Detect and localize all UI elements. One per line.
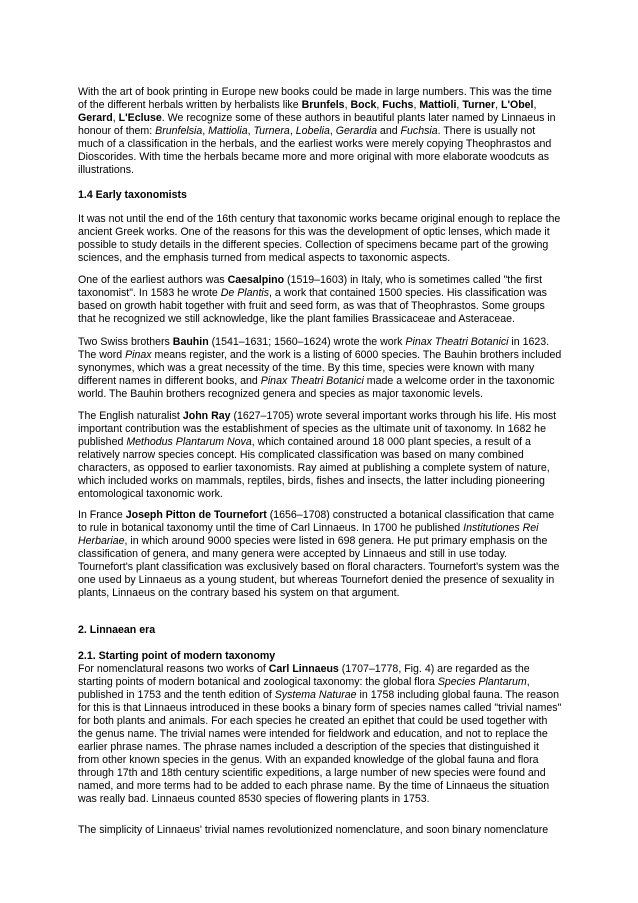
bold-term: Fuchs (382, 99, 414, 112)
italic-term: Brunfelsia (155, 125, 203, 138)
paragraph-carl-linnaeus: For nomenclatural reasons two works of Carl Linnaeus (1707–1778, Fig. 4) are regarded as the starting points of modern botanical and zoological taxonomy: the global flora Species Plantarum, published in 1753 and the tenth edition of Systema Naturae in 1758 including global fauna. The reason for this is that Linnaeus introduced in these books a binary form of species names called "trivial names" for both plants and animals. For each species he created an epithet that could be used together with the genus name. The trivial names were intended for fieldwork and education, and not to replace the earlier phrase names. The phrase names included a description of the species that distinguished it from other known species in the genus. With an expanded knowledge of the global fauna and flora through 17th and 18th century scientific expeditions, a large number of new species were found and named, and more terms had to be added to each phrase name. By the time of Linnaeus the situation was really bad. Linnaeus counted 8530 species of flowering plants in 1753. (78, 663, 562, 806)
bold-term: Bock (350, 99, 377, 112)
paragraph-john-ray: The English naturalist John Ray (1627–1705) wrote several important works through his life. His most important contribution was the establishment of species as the ultimate unit of taxonomy. In 1682 he published Methodus Plantarum Nova, which contained around 18 000 plant species, a result of a relatively narrow species concept. His complicated classification was based on many combined characters, as opposed to earlier taxonomists. Ray aimed at publishing a complete system of nature, which included works on mammals, reptiles, birds, fishes and insects, the latter including pioneering entomological taxonomic work. (78, 410, 557, 501)
paragraph-bauhin: Two Swiss brothers Bauhin (1541–1631; 1560–1624) wrote the work Pinax Theatri Botanici in 1623. The word Pinax means register, and the work is a listing of 6000 species. The Bauhin brothers included synonymes, which was a great necessity of the time. By this time, species were known with many different names in different books, and Pinax Theatri Botanici made a welcome order in the taxonomic world. The Bauhin brothers recognized genera and species as major taxonomic levels. (78, 336, 562, 401)
italic-term: Pinax Theatri Botanici (260, 375, 364, 388)
italic-term: Institutiones Rei Herbariae (78, 522, 539, 548)
subsection-heading-modern-taxonomy: 2.1. Starting point of modern taxonomy (78, 650, 276, 662)
italic-term: Pinax Theatri Botanici (405, 336, 509, 348)
italic-term: Pinax (125, 349, 152, 362)
italic-term: Fuchsia (400, 125, 438, 138)
bold-term: Bauhin (172, 336, 209, 348)
paragraph-herbals: With the art of book printing in Europe new books could be made in large numbers. This was the time of the different herbals written by herbalists like Brunfels, Bock, Fuchs, Mattioli, Turner, L'Obel, Gerard, L'Ecluse. We recognize some of these authors in beautiful plants later named by Linnaeus in honour of them: Brunfelsia, Mattiolia, Turnera, Lobelia, Gerardia and Fuchsia. There is usually not much of a classification in the herbals, and the earliest works were merely copying Theophrastos and Dioscorides. With time the herbals became more and more original with more elaborate woodcuts as illustrations. (78, 86, 556, 177)
italic-term: Systema Naturae (274, 689, 357, 702)
paragraph-tournefort: In France Joseph Pitton de Tournefort (1656–1708) constructed a botanical classification that came to rule in botanical taxonomy until the time of Carl Linnaeus. In 1700 he published Institutiones Rei Herbariae, in which around 9000 species were listed in 698 genera. He put primary emphasis on the classification of genera, and many genera were accepted by Linnaeus and still in use today. Tournefort's plant classification was exclusively based on floral characters. Tournefort's system was the one used by Linnaeus as a young student, but whereas Tournefort denied the presence of sexuality in plants, Linnaeus on the contrary based his system on that argument. (78, 509, 560, 600)
bold-term: John Ray (182, 410, 231, 422)
bold-term: L'Ecluse (118, 112, 162, 125)
bold-term: Mattioli (419, 99, 457, 112)
italic-term: Methodus Plantarum Nova (126, 436, 252, 449)
bold-term: Gerard (78, 112, 113, 125)
section-heading-linnaean-era: 2. Linnaean era (78, 624, 156, 636)
italic-term: Mattiolia (208, 125, 248, 138)
italic-term: Species Plantarum (437, 676, 527, 689)
bold-term: Carl Linnaeus (268, 663, 339, 675)
paragraph-trivial-names: The simplicity of Linnaeus' trivial names revolutionized nomenclature, and soon binary nomenclature (78, 824, 549, 836)
bold-term: Turner (462, 99, 496, 112)
bold-term: Caesalpino (227, 274, 285, 286)
section-heading-early-taxonomists: 1.4 Early taxonomists (78, 189, 187, 201)
italic-term: Turnera (253, 125, 290, 138)
italic-term: De Plantis (220, 287, 270, 300)
bold-term: Brunfels (301, 99, 345, 112)
italic-term: Gerardia (335, 125, 377, 138)
bold-term: Joseph Pitton de Tournefort (125, 509, 267, 521)
italic-term: Lobelia (295, 125, 330, 138)
paragraph-caesalpino: One of the earliest authors was Caesalpino (1519–1603) in Italy, who is sometimes called "the first taxonomist". In 1583 he wrote De Plantis, a work that contained 1500 species. His classification was based on growth habit together with fruit and seed form, as was that of Theophrastos. Some groups that he recognized we still acknowledge, like the plant families Brassicaceae and Asteraceae. (78, 274, 547, 326)
paragraph-optic-lenses: It was not until the end of the 16th century that taxonomic works became original enough to replace the ancient Greek works. One of the reasons for this was the development of optic lenses, which made it possible to study details in the different species. Collection of specimens became part of the growing sciences, and the emphasis turned from medical aspects to taxonomic aspects. (78, 213, 561, 265)
bold-term: L'Obel (500, 99, 534, 112)
